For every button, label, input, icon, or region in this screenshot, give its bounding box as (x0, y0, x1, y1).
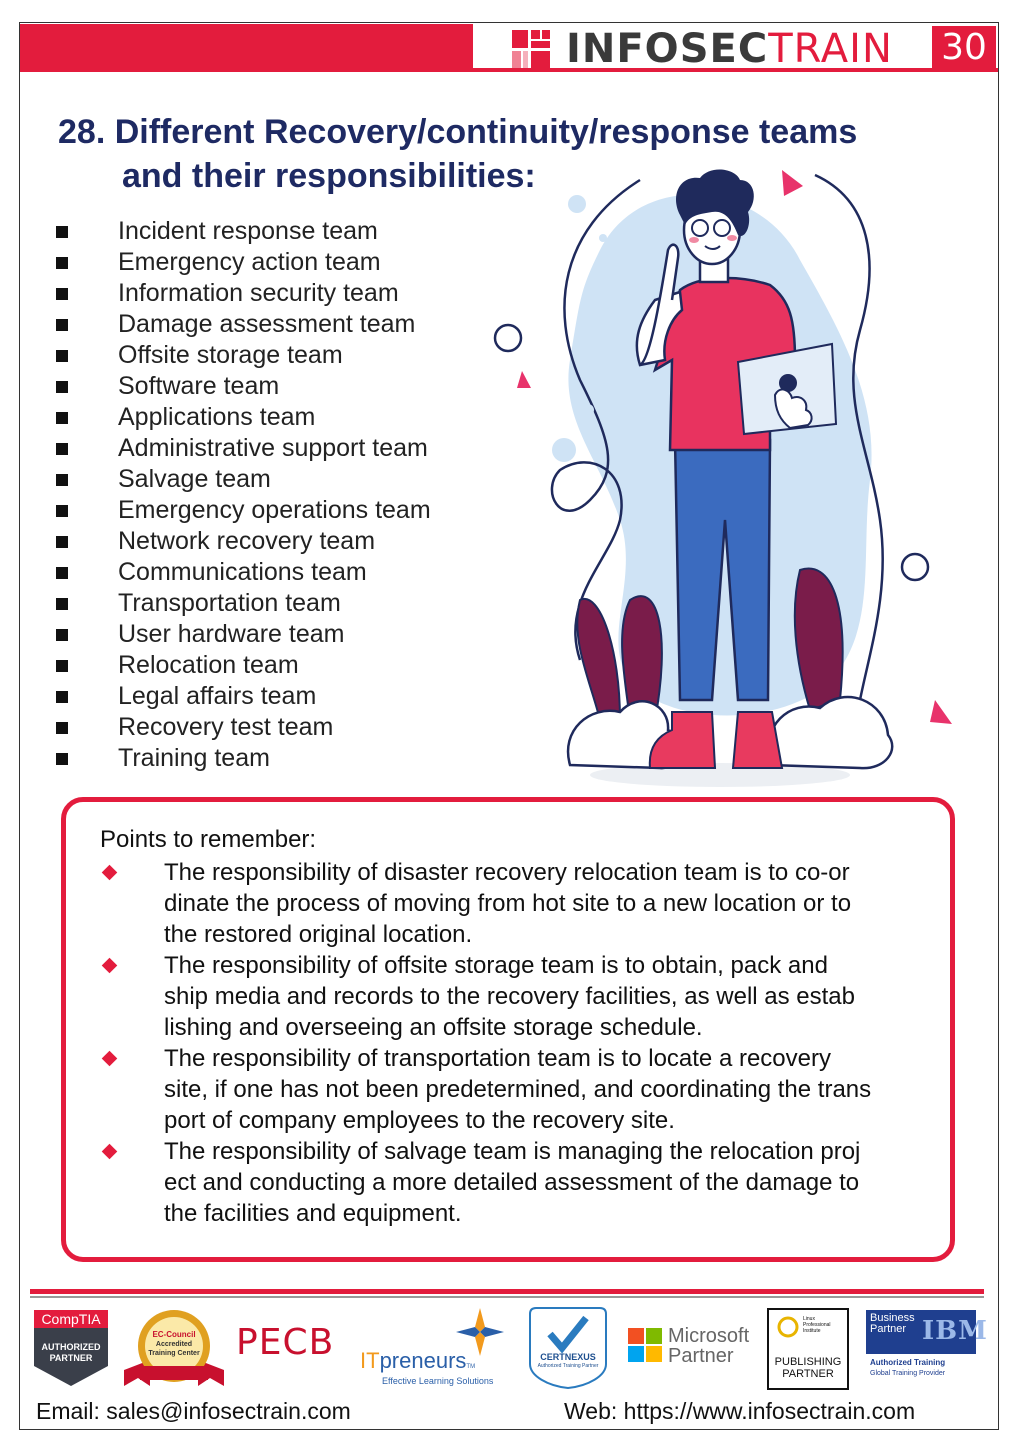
point-item: The responsibility of salvage team is managing the relocation proj ect and conducting a more detailed assessment of the damage to the facilities and equipment. (100, 1136, 930, 1229)
team-item: Network recovery team (56, 526, 431, 557)
logo-grid-icon (512, 30, 550, 68)
diamond-bullet-icon (102, 865, 118, 881)
comptia-partner-logo (32, 1308, 110, 1388)
contact-email[interactable]: Email: sales@infosectrain.com (36, 1398, 351, 1424)
header-red-bar (20, 24, 473, 72)
lpi-publishing-partner-logo (767, 1308, 849, 1390)
diamond-bullet-icon (102, 1144, 118, 1160)
team-list (56, 216, 431, 774)
square-bullet-icon (56, 319, 68, 331)
page-number: 30 (932, 26, 996, 70)
certnexus-sub: Authorized Training Partner (537, 1363, 599, 1369)
ibm-global: Global Training Provider (870, 1370, 946, 1377)
ec-council-seal-logo (120, 1308, 228, 1390)
square-bullet-icon (56, 660, 68, 672)
square-bullet-icon (56, 536, 68, 548)
square-bullet-icon (56, 443, 68, 455)
logo-wordmark: INFOSECTRAIN (566, 26, 893, 72)
ibm-business: Business (870, 1312, 915, 1324)
footer-red-line (30, 1289, 984, 1294)
certnexus-name: CERTNEXUS (540, 1352, 596, 1362)
ibm-authorized: Authorized Training (870, 1358, 946, 1367)
square-bullet-icon (56, 288, 68, 300)
comptia-authorized: AUTHORIZED (41, 1342, 101, 1352)
square-bullet-icon (56, 567, 68, 579)
comptia-partner: PARTNER (49, 1353, 93, 1363)
square-bullet-icon (56, 350, 68, 362)
team-item: Legal affairs team (56, 681, 431, 712)
team-item: Training team (56, 743, 431, 774)
ec-council-accredited: Accredited (155, 1341, 193, 1348)
team-item: Damage assessment team (56, 309, 431, 340)
team-item: Emergency operations team (56, 495, 431, 526)
points-heading: Points to remember: (100, 826, 317, 853)
square-bullet-icon (56, 412, 68, 424)
comptia-name: CompTIA (41, 1311, 101, 1327)
team-item: Applications team (56, 402, 431, 433)
itpreneurs-it: IT (360, 1348, 380, 1373)
title-line-2: and their responsibilities: (122, 157, 536, 195)
team-item: Software team (56, 371, 431, 402)
team-item: Relocation team (56, 650, 431, 681)
diamond-bullet-icon (102, 958, 118, 974)
team-item: Information security team (56, 278, 431, 309)
point-item: The responsibility of offsite storage team is to obtain, pack and ship media and records to the recovery facilities, as well as estab lishing and overseeing an offsite storage schedule. (100, 950, 930, 1043)
diamond-bullet-icon (102, 1051, 118, 1067)
itpreneurs-tm: TM (466, 1364, 476, 1370)
certnexus-logo (528, 1306, 608, 1390)
ec-council-name: EC-Council (152, 1330, 196, 1339)
lpi-professional: Professional (803, 1322, 831, 1328)
lpi-linux: Linux (803, 1316, 815, 1322)
square-bullet-icon (56, 226, 68, 238)
point-item: The responsibility of disaster recovery relocation team is to co-or dinate the process of moving from hot site to a new location or to the restored original location. (100, 857, 930, 950)
team-item: Administrative support team (56, 433, 431, 464)
ibm-wordmark: IBM (922, 1316, 988, 1346)
team-item: Recovery test team (56, 712, 431, 743)
square-bullet-icon (56, 474, 68, 486)
square-bullet-icon (56, 505, 68, 517)
square-bullet-icon (56, 257, 68, 269)
ec-council-training-center: Training Center (148, 1350, 200, 1357)
microsoft-partner-logo (628, 1326, 753, 1368)
lpi-institute: Institute (803, 1328, 821, 1334)
team-item: Salvage team (56, 464, 431, 495)
lpi-publishing: PUBLISHING (774, 1356, 842, 1368)
square-bullet-icon (56, 598, 68, 610)
contact-website[interactable]: Web: https://www.infosectrain.com (564, 1398, 916, 1424)
microsoft-squares-icon (628, 1328, 662, 1362)
team-item: Transportation team (56, 588, 431, 619)
microsoft-partner: Partner (668, 1345, 734, 1367)
title-line-1: 28. Different Recovery/continuity/response teams (58, 113, 858, 151)
ibm-partner: Partner (870, 1323, 907, 1335)
ibm-business-partner-logo (866, 1310, 988, 1386)
itpreneurs-rest: preneurs (379, 1348, 467, 1373)
square-bullet-icon (56, 381, 68, 393)
team-item: Offsite storage team (56, 340, 431, 371)
square-bullet-icon (56, 691, 68, 703)
itpreneurs-logo (360, 1306, 515, 1388)
square-bullet-icon (56, 629, 68, 641)
square-bullet-icon (56, 722, 68, 734)
footer-thin-line (30, 1296, 984, 1298)
team-item: Communications team (56, 557, 431, 588)
person-with-tablet-illustration (480, 160, 970, 800)
team-item: Emergency action team (56, 247, 431, 278)
pecb-logo: PECB (236, 1322, 335, 1363)
team-item: Incident response team (56, 216, 431, 247)
square-bullet-icon (56, 753, 68, 765)
lpi-circle-icon (777, 1316, 799, 1338)
lpi-partner: PARTNER (782, 1368, 834, 1380)
team-item: User hardware team (56, 619, 431, 650)
microsoft-name: Microsoft (668, 1325, 750, 1347)
infosectrain-logo (512, 28, 893, 70)
point-item: The responsibility of transportation team is to locate a recovery site, if one has not been predetermined, and coordinating the trans port of company employees to the recovery site. (100, 1043, 930, 1136)
itpreneurs-tagline: Effective Learning Solutions (382, 1376, 494, 1386)
